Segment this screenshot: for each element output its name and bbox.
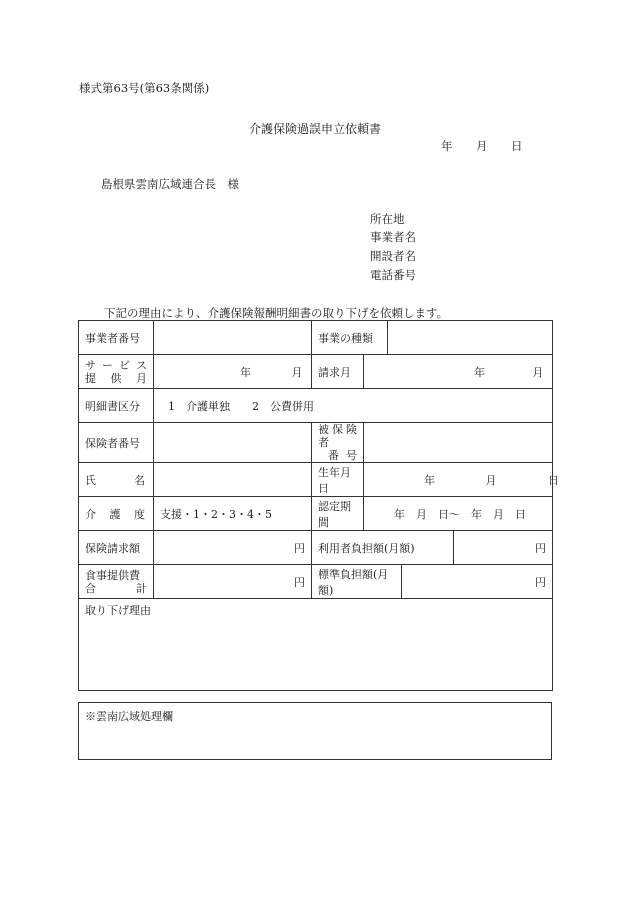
table-row: [79, 355, 553, 389]
user-burden-field[interactable]: 円: [454, 531, 553, 565]
request-text: 下記の理由により、介護保険報酬明細書の取り下げを依頼します。: [104, 306, 449, 320]
withdrawal-reason-label: 取り下げ理由: [85, 604, 151, 617]
name-field[interactable]: [154, 463, 312, 497]
insurer-number-field[interactable]: [154, 423, 312, 463]
table-row: [79, 565, 553, 599]
insurance-claim-field[interactable]: 円: [154, 531, 312, 565]
billing-month-label: 請求月: [312, 355, 364, 389]
date-day: 日: [511, 139, 523, 153]
care-level-label: 介護度: [79, 497, 154, 531]
table-row: [79, 599, 553, 691]
care-level-options[interactable]: 支援・1・2・3・4・5: [154, 497, 312, 531]
withdrawal-reason-field[interactable]: [79, 599, 553, 691]
meal-total-label: 食事提供費 合計: [79, 565, 154, 599]
table-row: [79, 497, 553, 531]
name-label: 氏名: [79, 463, 154, 497]
table-row: [79, 463, 553, 497]
service-month-field[interactable]: 年 月: [154, 355, 312, 389]
table-row: [79, 531, 553, 565]
birthdate-label: 生年月日: [312, 463, 364, 497]
certification-period-field[interactable]: 年 月 日〜 年 月 日: [364, 497, 553, 531]
standard-burden-field[interactable]: 円: [402, 565, 553, 599]
service-month-label: サービス 提供月: [79, 355, 154, 389]
table-row: [79, 321, 553, 355]
billing-month-field[interactable]: 年 月: [364, 355, 553, 389]
date-year: 年: [441, 139, 453, 153]
user-burden-label: 利用者負担額(月額): [312, 531, 454, 565]
certification-period-label: 認定期間: [312, 497, 364, 531]
statement-category-label: 明細書区分: [79, 389, 154, 423]
form-number: 様式第63号(第63条関係): [79, 81, 210, 95]
insurance-claim-label: 保険請求額: [79, 531, 154, 565]
standard-burden-label: 標準負担額(月額): [312, 565, 402, 599]
provider-name-label: 事業者名: [370, 230, 416, 244]
processing-label: ※雲南広域処理欄: [85, 710, 173, 723]
processing-section[interactable]: [78, 702, 552, 760]
founder-name-label: 開設者名: [370, 249, 416, 263]
provider-number-label: 事業者番号: [79, 321, 154, 355]
document-title: 介護保険過誤申立依頼書: [248, 122, 381, 136]
address-label: 所在地: [370, 212, 405, 226]
statement-category-options[interactable]: 1 介護単独 2 公費併用: [154, 389, 553, 423]
business-type-label: 事業の種類: [312, 321, 388, 355]
insured-number-field[interactable]: [364, 423, 553, 463]
insurer-number-label: 保険者番号: [79, 423, 154, 463]
addressee: 島根県雲南広域連合長 様: [101, 177, 239, 191]
date-month: 月: [476, 139, 488, 153]
request-form-table: [78, 320, 559, 691]
birthdate-field[interactable]: 年 月 日: [364, 463, 553, 497]
table-row: [79, 389, 553, 423]
phone-number-label: 電話番号: [370, 268, 416, 282]
business-type-field[interactable]: [388, 321, 553, 355]
table-row: [79, 423, 553, 463]
provider-number-field[interactable]: [154, 321, 312, 355]
meal-total-field[interactable]: 円: [154, 565, 312, 599]
insured-number-label: 被保険者 番号: [312, 423, 364, 463]
